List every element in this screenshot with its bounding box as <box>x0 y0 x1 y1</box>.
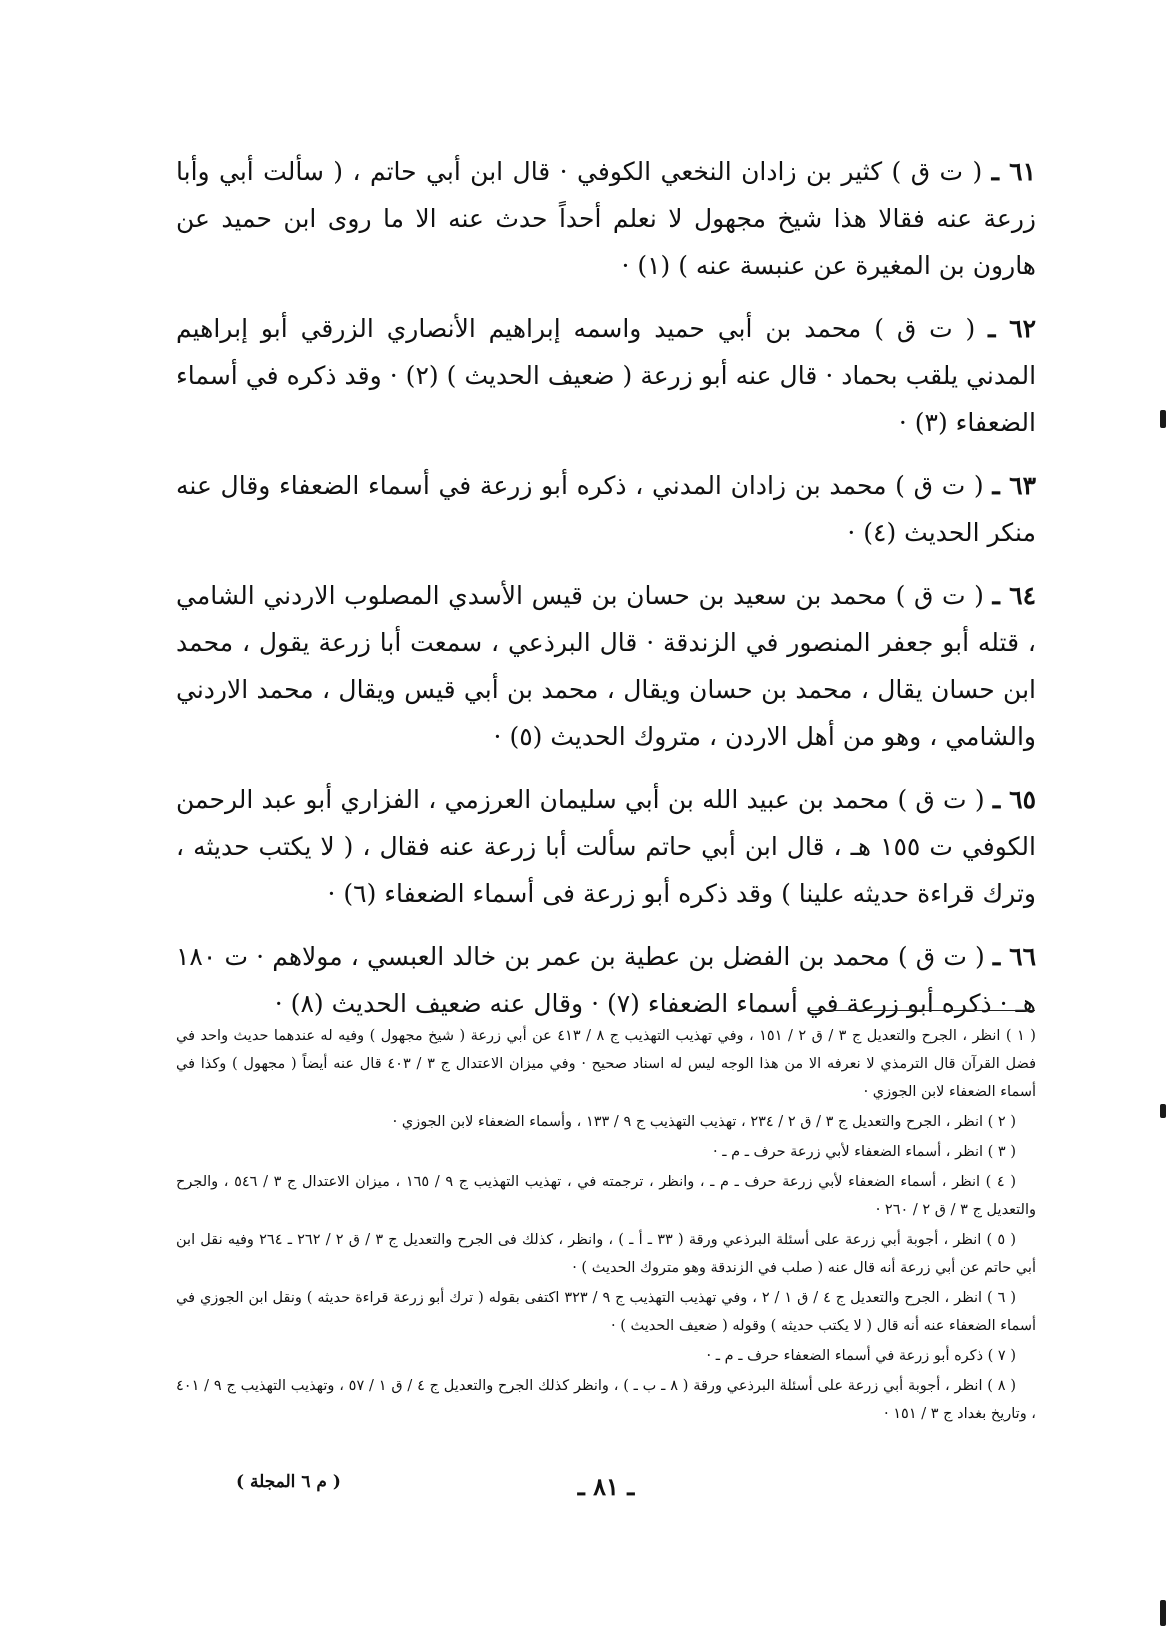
entry-text: ( ت ق ) محمد بن الفضل بن عطية بن عمر بن خالد العبسي ، مولاهم · ت ١٨٠ هـ · ذكره أبو زرعة في أسماء الضعفاء (٧) · وقال عنه ضعيف الحديث (٨) · <box>176 942 1036 1018</box>
entry-66 <box>176 933 1036 1027</box>
entry-number: ٦١ ـ <box>991 157 1036 186</box>
scan-edge-mark <box>1160 1104 1166 1118</box>
entry-61 <box>176 148 1036 289</box>
scan-edge-mark <box>1160 1600 1166 1626</box>
page-footer <box>176 1472 1036 1508</box>
footnote-3: ( ٣ ) انظر ، أسماء الضعفاء لأبي زرعة حرف ـ م ـ · <box>713 1144 1016 1160</box>
footnote-7: ( ٧ ) ذكره أبو زرعة في أسماء الضعفاء حرف ـ م ـ · <box>706 1348 1016 1364</box>
entry-64 <box>176 572 1036 760</box>
entry-text: ( ت ق ) محمد بن عبيد الله بن أبي سليمان العرزمي ، الفزاري أبو عبد الرحمن الكوفي ت ١٥٥ هـ ، قال ابن أبي حاتم سألت أبا زرعة عنه فقال ، ( لا يكتب حديثه ، وترك قراءة حديثه علينا ) وقد ذكره أبو زرعة فى أسماء الضعفاء (٦) · <box>176 785 1036 908</box>
footnote-separator <box>810 1010 1035 1011</box>
entry-number: ٦٢ ـ <box>988 314 1036 343</box>
footnote-5: ( ٥ ) انظر ، أجوبة أبي زرعة على أسئلة البرذعي ورقة ( ٣٣ ـ أ ـ ) ، وانظر ، كذلك فى الجرح والتعديل ج ٣ / ق ٢ / ٢٦٢ ـ ٢٦٤ وفيه نقل ابن أبي حاتم عن أبي زرعة أنه قال عنه ( صلب في الزندقة وهو متروك الحديث ) · <box>176 1232 1036 1276</box>
footnote-8: ( ٨ ) انظر ، أجوبة أبي زرعة على أسئلة البرذعي ورقة ( ٨ ـ ب ـ ) ، وانظر كذلك الجرح والتعديل ج ٤ / ق ١ / ٥٧ ، وتهذيب التهذيب ج ٩ / ٤٠١ ، وتاريخ بغداد ج ٣ / ١٥١ · <box>176 1378 1036 1422</box>
entry-62 <box>176 305 1036 446</box>
entry-text: ( ت ق ) محمد بن زادان المدني ، ذكره أبو زرعة في أسماء الضعفاء وقال عنه منكر الحديث (٤) · <box>176 471 1036 547</box>
main-text <box>176 148 1036 1043</box>
entry-text: ( ت ق ) محمد بن سعيد بن حسان بن قيس الأسدي المصلوب الاردني الشامي ، قتله أبو جعفر المنصور في الزندقة · قال البرذعي ، سمعت أبا زرعة يقول ، محمد ابن حسان يقال ، محمد بن حسان ويقال ، محمد بن أبي قيس ويقال ، محمد الاردني والشامي ، وهو من أهل الاردن ، متروك الحديث (٥) · <box>176 581 1036 751</box>
entry-number: ٦٥ ـ <box>992 785 1036 814</box>
entry-text: ( ت ق ) محمد بن أبي حميد واسمه إبراهيم الأنصاري الزرقي أبو إبراهيم المدني يلقب بحماد · قال عنه أبو زرعة ( ضعيف الحديث ) (٢) · وقد ذكره في أسماء الضعفاء (٣) · <box>176 314 1037 437</box>
entry-65 <box>176 776 1036 917</box>
page-number: ـ ٨١ ـ <box>577 1472 635 1501</box>
footnote-1: ( ١ ) انظر ، الجرح والتعديل ج ٣ / ق ٢ / ١٥١ ، وفي تهذيب التهذيب ج ٨ / ٤١٣ عن أبي زرعة ( شيخ مجهول ) وفيه له عندهما حديث واحد في فضل القرآن قال الترمذي لا نعرفه الا من هذا الوجه ليس له اسناد صحيح · وفي ميزان الاعتدال ج ٣ / ٤٠٣ قال عنه أيضاً ( مجهول ) وكذا في أسماء الضعفاء لابن الجوزي · <box>176 1028 1037 1100</box>
footnote-4: ( ٤ ) انظر ، أسماء الضعفاء لأبي زرعة حرف ـ م ـ ، وانظر ، ترجمته في ، تهذيب التهذيب ج ٩ / ١٦٥ ، ميزان الاعتدال ج ٣ / ٥٤٦ ، والجرح والتعديل ج ٣ / ق ٢ / ٢٦٠ · <box>176 1174 1036 1218</box>
entry-text: ( ت ق ) كثير بن زادان النخعي الكوفي · قال ابن أبي حاتم ، ( سألت أبي وأبا زرعة عنه فقالا هذا شيخ مجهول لا نعلم أحداً حدث عنه الا ما روى ابن حميد عن هارون بن المغيرة عن عنبسة عنه ) (١) · <box>176 157 1036 280</box>
journal-reference: ( م ٦ المجلة ) <box>236 1472 341 1492</box>
entry-number: ٦٦ ـ <box>992 942 1037 971</box>
entry-number: ٦٤ ـ <box>992 581 1037 610</box>
entry-number: ٦٣ ـ <box>992 471 1036 500</box>
footnote-6: ( ٦ ) انظر ، الجرح والتعديل ج ٤ / ق ١ / ٢ ، وفي تهذيب التهذيب ج ٩ / ٣٢٣ اكتفى بقوله ( ترك أبو زرعة قراءة حديثه ) ونقل ابن الجوزي في أسماء الضعفاء عنه أنه قال ( لا يكتب حديثه ) وقوله ( ضعيف الحديث ) · <box>176 1290 1036 1334</box>
footnote-2: ( ٢ ) انظر ، الجرح والتعديل ج ٣ / ق ٢ / ٢٣٤ ، تهذيب التهذيب ج ٩ / ١٣٣ ، وأسماء الضعفاء لابن الجوزي · <box>392 1114 1016 1130</box>
scan-edge-mark <box>1160 410 1166 428</box>
footnotes <box>176 1022 1036 1430</box>
entry-63 <box>176 462 1036 556</box>
